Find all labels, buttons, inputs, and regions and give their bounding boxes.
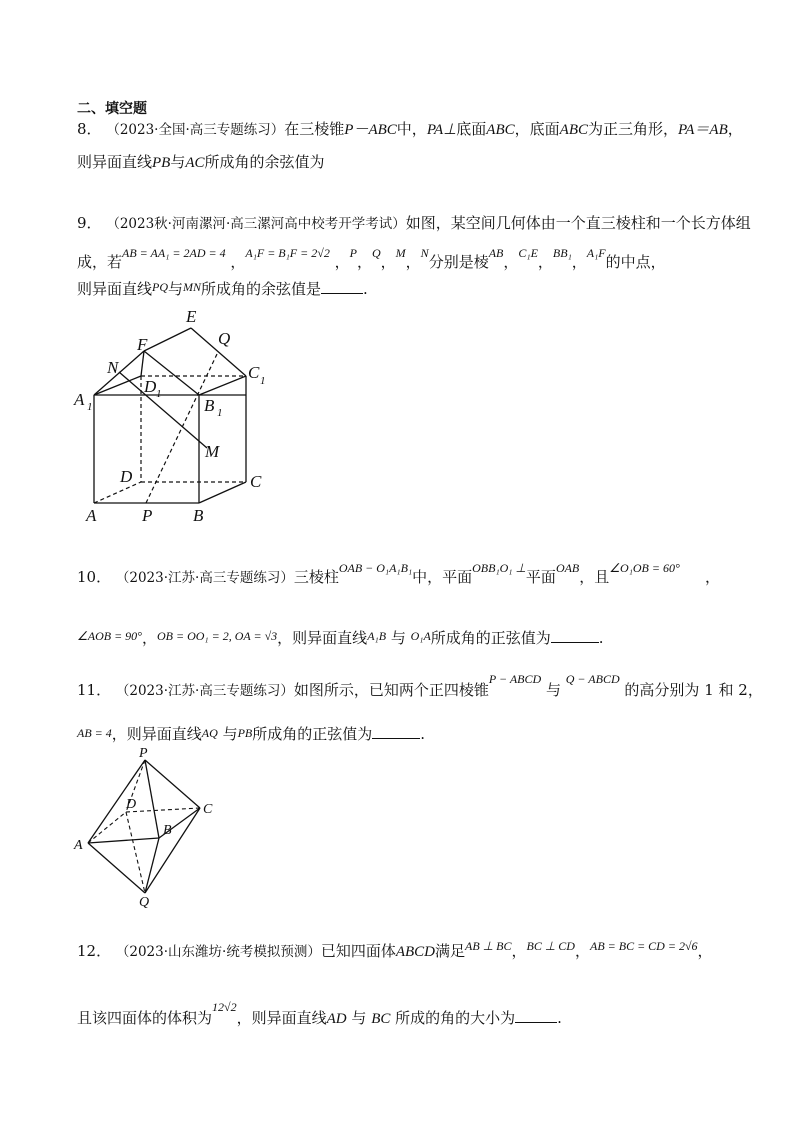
question-text: 所成角的正弦值为	[430, 629, 551, 647]
label-e: E	[186, 307, 197, 326]
math-expression: ∠AOB = 90°	[77, 629, 142, 643]
label-a: A	[86, 506, 97, 525]
math-expression: A₁F	[586, 246, 606, 260]
label-n: N	[107, 358, 119, 377]
label-m: M	[205, 442, 220, 461]
label-c: C	[250, 472, 262, 491]
math-expression: BC	[371, 1011, 391, 1027]
edge-cq	[145, 808, 200, 893]
label-b: B	[163, 823, 172, 838]
edge-ab	[88, 838, 159, 843]
math-expression: N	[420, 246, 429, 260]
label-d: D	[126, 797, 137, 812]
question-text: 底面	[456, 120, 487, 138]
answer-blank[interactable]	[515, 1008, 557, 1023]
question-text: ，底面	[514, 120, 560, 138]
question-8-line-1	[77, 118, 743, 139]
segment-pq-hidden	[146, 352, 218, 503]
question-9-line-2: 成，若$^{AB = AA_1 = 2AD = 4}$ ，$^{A_1F = B_1F = 2√2}$ ，$^P$，$^Q$，$^M$，$^N$分别是棱$^{AB}$，$^{C_1E}$，$^{BB_1}$，$^{A_1F}$的中点，	[77, 246, 666, 271]
question-text: ，	[727, 120, 743, 138]
question-source: （2023·全国·高三专题练习）	[106, 122, 285, 138]
question-text: 满足	[435, 942, 466, 960]
question-text: 的中点，	[605, 253, 666, 271]
math-expression: ABCD	[395, 944, 436, 960]
question-12-line-2	[77, 1000, 562, 1028]
question-text: 的高分别为 1 和 2，	[624, 681, 763, 699]
segment-mn	[119, 372, 207, 448]
edge-d1f	[141, 351, 144, 376]
label-d1: D	[144, 377, 157, 396]
math-expression: OB = OO₁ = 2, OA = √3	[157, 629, 278, 643]
question-text: 在三棱锥	[284, 120, 345, 138]
answer-blank[interactable]	[321, 279, 363, 294]
math-expression: AB = 4	[77, 726, 112, 740]
question-text: 三棱柱	[293, 568, 339, 586]
period: .	[363, 280, 368, 298]
math-expression: ABC	[486, 122, 515, 138]
period: .	[420, 725, 426, 743]
label-a1: A	[74, 390, 85, 409]
math-expression: OAB − O₁A₁B₁	[338, 561, 413, 575]
geometry-figure-prism-cuboid	[60, 300, 290, 530]
edge-a1f	[94, 351, 144, 395]
edge-bq	[145, 838, 159, 893]
math-expression: A₁F = B₁F = 2√2	[245, 246, 330, 260]
math-expression: AB ⊥ BC	[465, 939, 512, 953]
question-text: ，则异面直线	[111, 725, 202, 743]
separator: ，	[511, 942, 527, 960]
math-expression: OBB₁O₁ ⊥	[472, 561, 526, 575]
geometry-figure-double-pyramid	[60, 740, 230, 910]
question-text: 与	[390, 629, 406, 647]
label-subscript: 1	[87, 401, 93, 413]
label-b: B	[193, 506, 204, 525]
question-text: 与	[222, 725, 238, 743]
question-text: 与	[170, 153, 186, 171]
question-text: ，则异面直线	[236, 1009, 327, 1027]
question-text: 与	[168, 280, 184, 298]
question-10-comma: ，	[705, 568, 721, 586]
question-text: 与	[351, 1009, 367, 1027]
math-expression: ∠O₁OB = 60°	[609, 561, 680, 575]
answer-blank[interactable]	[551, 628, 599, 643]
question-text: 分别是棱	[428, 253, 489, 271]
label-b1: B	[204, 396, 215, 415]
math-expression: PB	[152, 155, 171, 171]
question-text: 且该四面体的体积为	[77, 1009, 213, 1027]
answer-blank[interactable]	[372, 724, 420, 739]
question-text: 中，平面	[412, 568, 473, 586]
question-source: （2023·江苏·高三专题练习）	[115, 570, 294, 586]
question-text: 所成角的正弦值为	[252, 725, 373, 743]
edge-dq-hidden	[126, 812, 145, 893]
label-subscript: 1	[260, 375, 266, 387]
question-source: （2023·山东潍坊·统考模拟预测）	[115, 944, 321, 960]
math-expression: A₁B	[367, 629, 387, 643]
question-number: 8．	[77, 120, 102, 138]
math-expression: PQ	[152, 280, 169, 294]
math-expression: C₁E	[518, 246, 538, 260]
math-expression: PB	[237, 726, 253, 740]
math-expression: P − ABCD	[488, 672, 542, 686]
label-f: F	[137, 335, 148, 354]
section-title: 二、填空题	[77, 101, 147, 117]
question-text: 如图所示，已知两个正四棱锥	[293, 681, 489, 699]
label-c1: C	[248, 363, 260, 382]
question-source: （2023·江苏·高三专题练习）	[115, 683, 294, 699]
question-10-line-1	[77, 561, 680, 587]
edge-pc	[145, 760, 200, 808]
question-number: 10．	[77, 568, 112, 586]
label-p: P	[139, 746, 148, 761]
edge-pa	[88, 760, 145, 843]
edge-b1c1	[199, 376, 246, 395]
question-text: 为正三角形，	[588, 120, 679, 138]
separator: ，	[574, 942, 590, 960]
math-expression: Q − ABCD	[565, 672, 620, 686]
question-9-line-3	[77, 278, 368, 299]
question-text: 所成角的余弦值为	[204, 153, 325, 171]
label-subscript: 1	[156, 388, 162, 400]
question-source: （2023秋·河南漯河·高三漯河高中校考开学考试）	[106, 216, 406, 232]
question-text: 如图，某空间几何体由一个直三棱柱和一个长方体组	[405, 214, 751, 232]
question-text: 中，	[396, 120, 427, 138]
math-expression: OAB	[555, 561, 580, 575]
question-10-line-2	[77, 627, 604, 648]
question-text: 已知四面体	[320, 942, 396, 960]
question-8-line-2	[77, 151, 325, 172]
math-expression: PA＝AB	[678, 122, 728, 138]
question-number: 9．	[77, 214, 102, 232]
label-q: Q	[218, 329, 231, 348]
edge-ad-hidden	[94, 482, 141, 503]
question-text: 则异面直线	[77, 153, 153, 171]
separator: ，	[697, 942, 713, 960]
math-expression: AB	[488, 246, 504, 260]
question-9-line-1	[77, 212, 751, 233]
edge-aq	[88, 843, 145, 893]
math-expression: PA⊥	[426, 122, 457, 138]
edge-dc-hidden	[126, 808, 200, 812]
question-text: 平面	[525, 568, 556, 586]
question-text: 成，若	[77, 253, 123, 271]
math-expression: AD	[326, 1011, 347, 1027]
math-expression: AQ	[201, 726, 218, 740]
math-expression: MN	[183, 280, 202, 294]
period: .	[557, 1009, 562, 1027]
question-text: ，	[141, 629, 157, 647]
question-text: 所成的角的大小为	[395, 1009, 516, 1027]
question-text: ，则异面直线	[277, 629, 368, 647]
math-expression: P－ABC	[344, 122, 397, 138]
math-expression: M	[395, 246, 406, 260]
math-expression: Q	[371, 246, 381, 260]
question-text: 所成角的余弦值是	[201, 280, 322, 298]
edge-ad-hidden	[88, 812, 126, 843]
label-a: A	[74, 838, 83, 853]
question-number: 11．	[77, 681, 112, 699]
math-expression: ABC	[559, 122, 588, 138]
math-expression: P	[349, 246, 357, 260]
math-expression: BB₁	[552, 246, 572, 260]
question-text: ，且	[579, 568, 610, 586]
math-expression: 12√2	[212, 1000, 237, 1014]
question-number: 12．	[77, 942, 112, 960]
math-expression: BC ⊥ CD	[526, 939, 575, 953]
period: .	[598, 629, 604, 647]
label-d: D	[120, 467, 133, 486]
question-text: 与	[545, 681, 561, 699]
label-subscript: 1	[217, 407, 223, 419]
question-11-line-1	[77, 672, 763, 700]
edge-bc	[199, 482, 246, 503]
label-q: Q	[139, 895, 150, 910]
question-text: 则异面直线	[77, 280, 153, 298]
question-12-line-1	[77, 940, 713, 961]
math-expression: AC	[185, 155, 205, 171]
edge-fe	[144, 328, 191, 351]
edge-pb	[145, 760, 159, 838]
math-expression: AB = BC = CD = 2√6	[589, 939, 698, 953]
label-p: P	[142, 506, 153, 525]
math-expression: O₁A	[410, 629, 431, 643]
math-expression: AB = AA₁ = 2AD = 4	[122, 246, 226, 260]
label-c: C	[203, 802, 213, 817]
